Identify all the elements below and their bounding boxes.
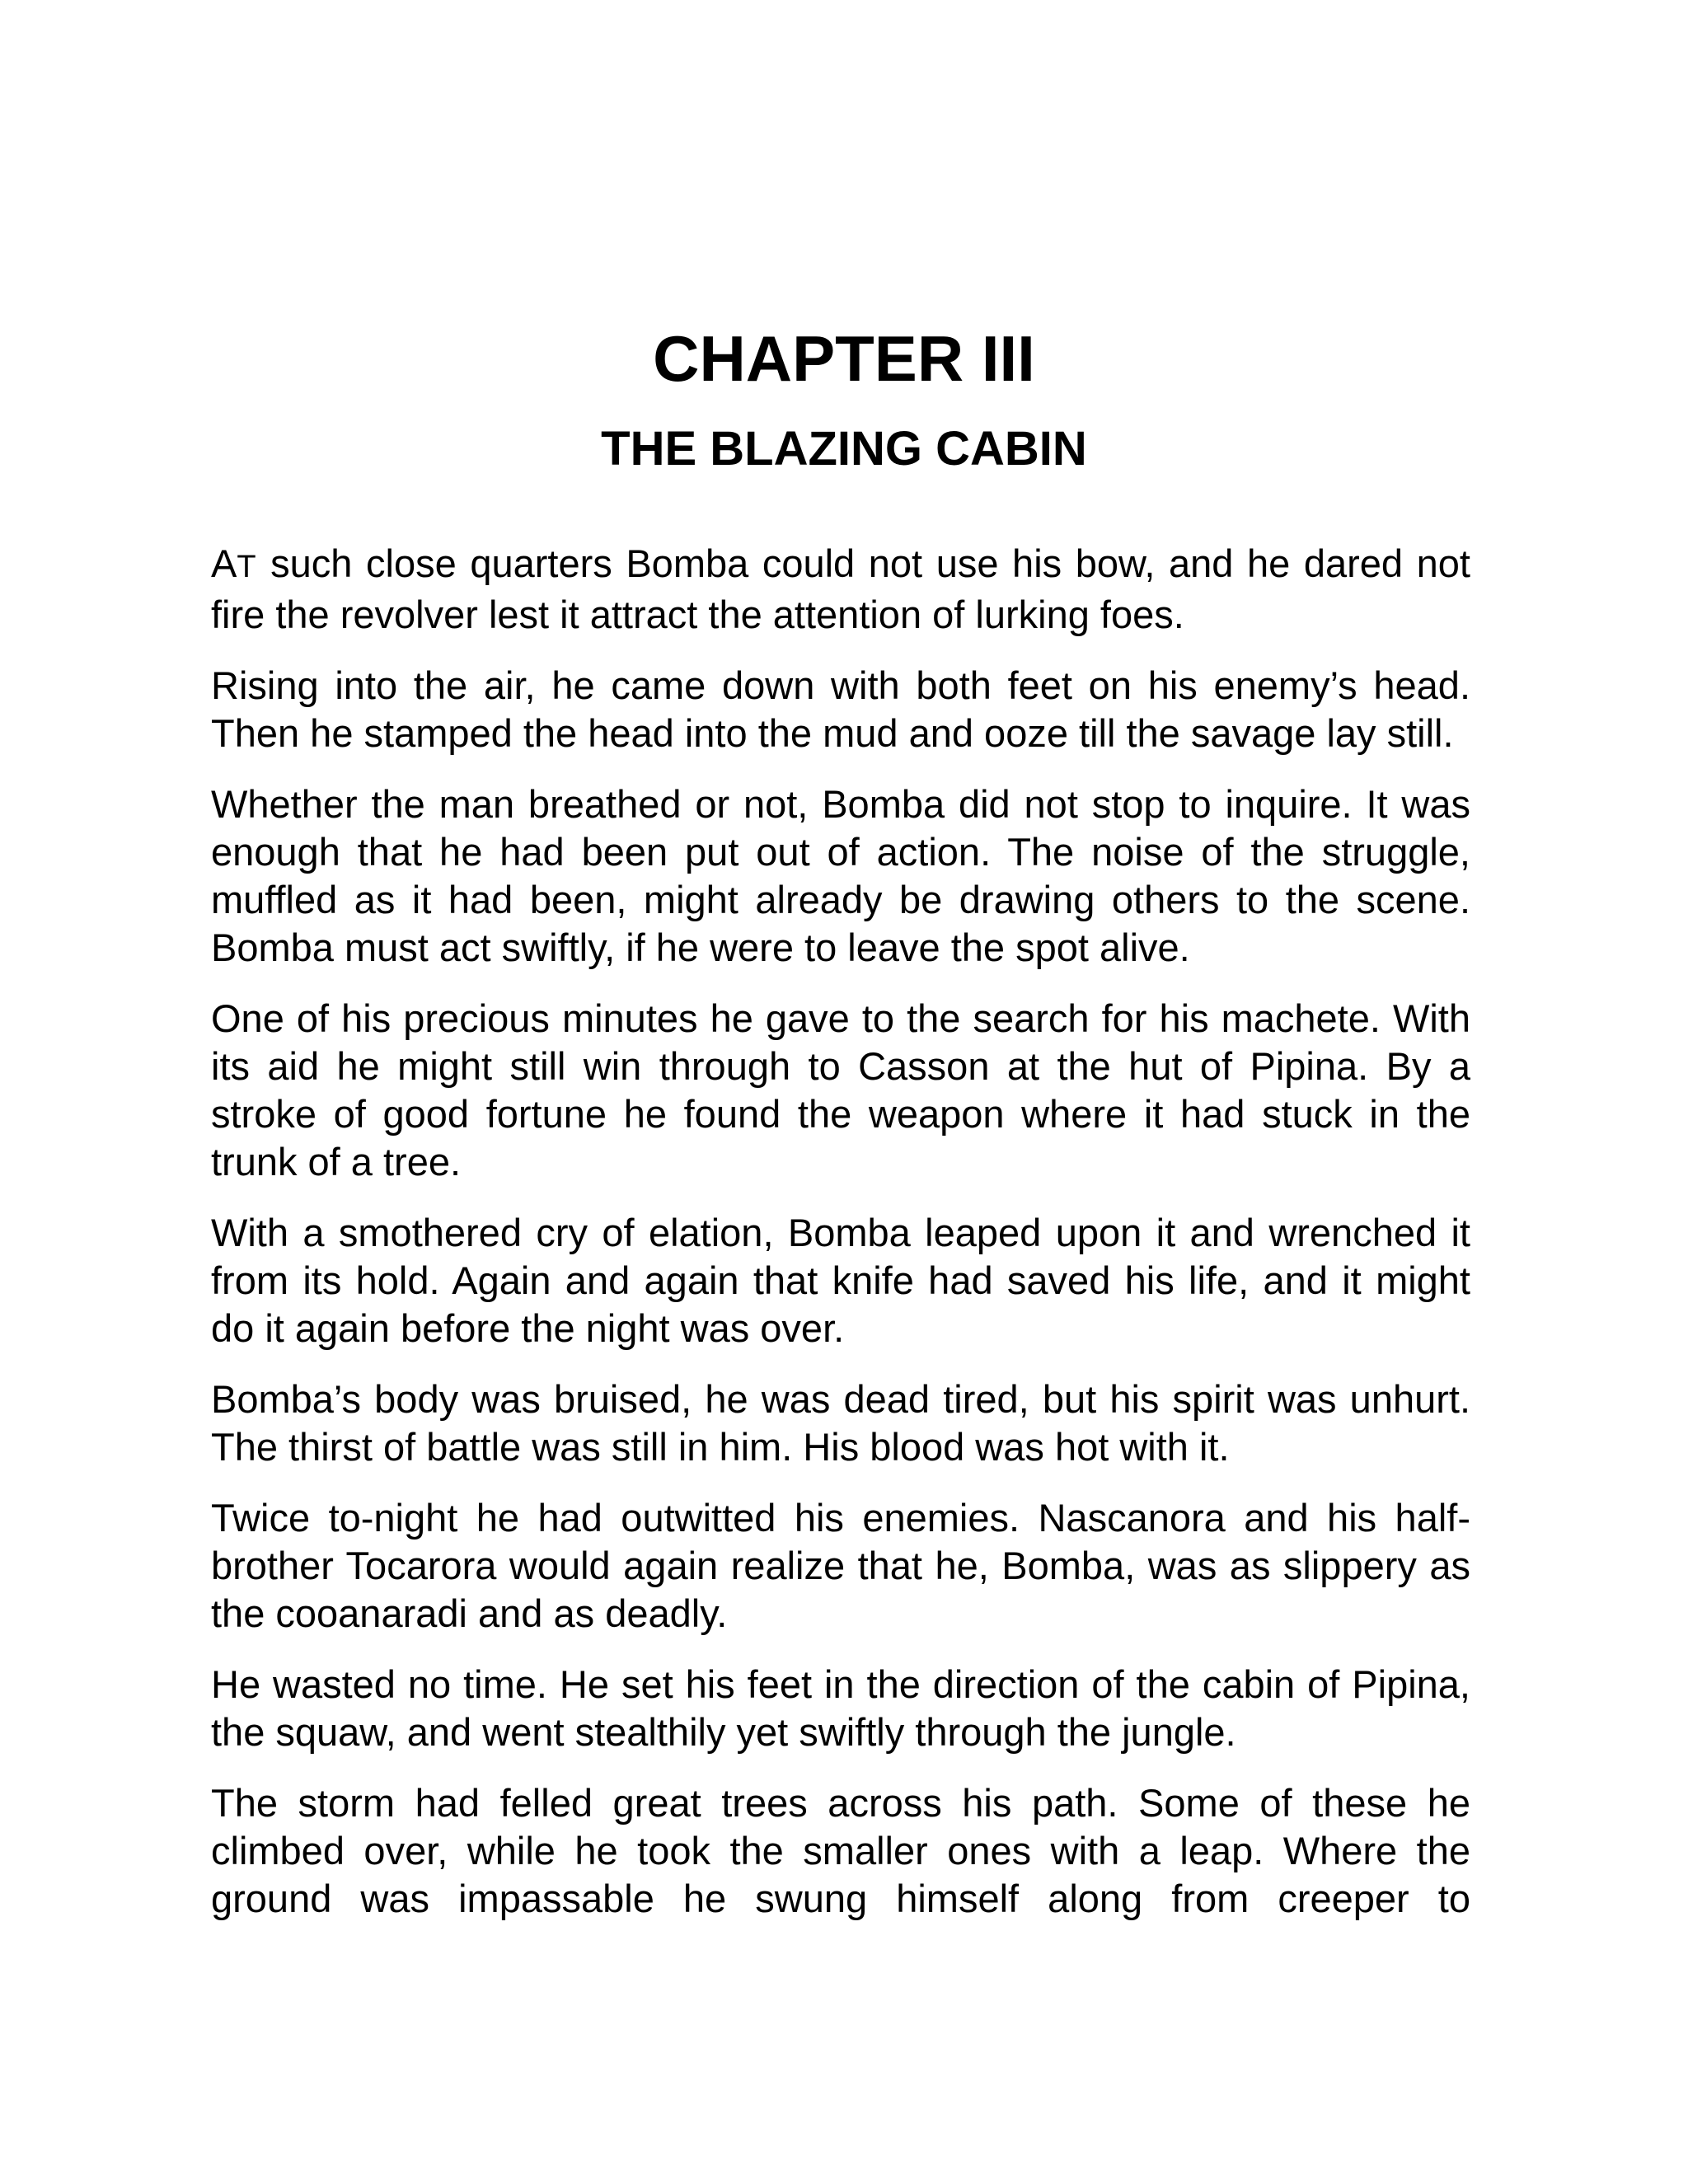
dropword-initial: A (211, 541, 237, 585)
paragraph: With a smothered cry of elation, Bomba leaped upon it and wrenched it from its hold. Again and again that knife had saved his life, and it might do it again before the night was over. (211, 1211, 1470, 1350)
paragraph: He wasted no time. He set his feet in the direction of the cabin of Pipina, the squaw, and went stealthily yet swiftly through the jungle. (211, 1662, 1470, 1754)
paragraph: One of his precious minutes he gave to the search for his machete. With its aid he might still win through to Casson at the hut of Pipina. By a stroke of good fortune he found the weapon where it had stuck in the trunk of a tree. (211, 996, 1470, 1183)
paragraph: Bomba’s body was bruised, he was dead tired, but his spirit was unhurt. The thirst of battle was still in him. His blood was hot with it. (211, 1377, 1470, 1469)
dropword-small-cap: T (237, 550, 257, 584)
paragraph: Twice to-night he had outwitted his enemies. Nascanora and his half-brother Tocarora would again realize that he, Bomba, was as slippery as the cooanaradi and as deadly. (211, 1496, 1470, 1635)
paragraph: The storm had felled great trees across his path. Some of these he climbed over, while he took the smaller ones with a leap. Where the ground was impassable he swung himself along from creeper to (211, 1781, 1470, 1920)
chapter-number: CHAPTER III (653, 322, 1035, 395)
paragraph (211, 540, 1470, 639)
paragraph-text: such close quarters Bomba could not use his bow, and he dared not fire the revolver lest it attract the attention of lurking foes. (211, 541, 1470, 636)
chapter-body (211, 540, 1470, 1923)
chapter-title: THE BLAZING CABIN (601, 422, 1087, 476)
paragraph: Rising into the air, he came down with both feet on his enemy’s head. Then he stamped the head into the mud and ooze till the savage lay still. (211, 663, 1470, 755)
paragraph: Whether the man breathed or not, Bomba did not stop to inquire. It was enough that he had been put out of action. The noise of the struggle, muffled as it had been, might already be drawing others to the scene. Bomba must act swiftly, if he were to leave the spot alive. (211, 782, 1470, 969)
